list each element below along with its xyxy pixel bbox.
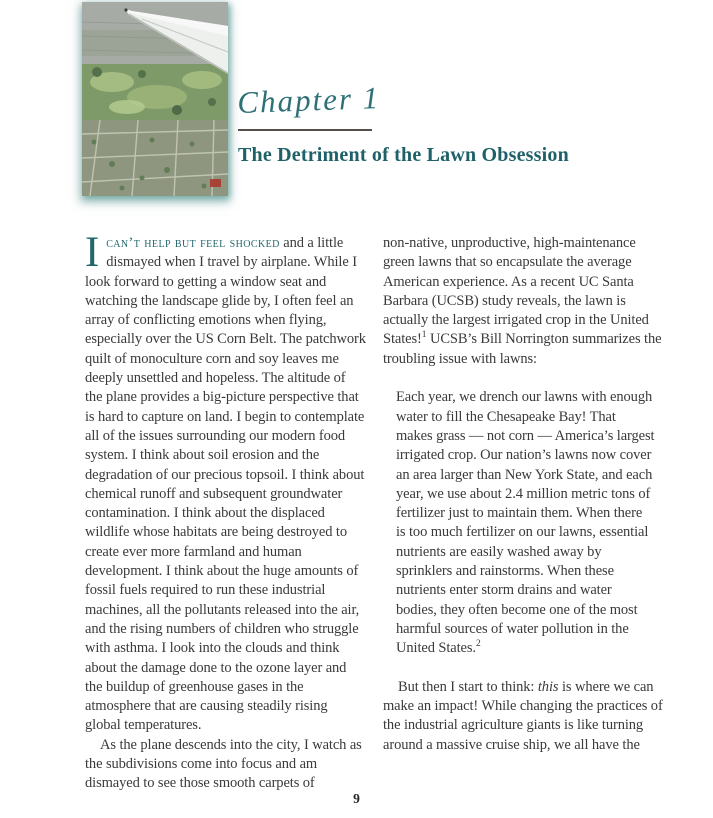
page-footer — [0, 791, 713, 807]
right-paragraph-2-continuation: is where we can make an impact! While changing the practices of the industrial agriculture giants is like turning around a massive cruise ship, we all have the — [383, 678, 663, 753]
dropcap-letter: I — [85, 229, 100, 276]
chapter-rule-divider — [238, 129, 372, 131]
block-quote — [396, 388, 655, 658]
left-text-column — [85, 229, 366, 794]
chapter-header — [0, 0, 713, 218]
block-quote-text: Each year, we drench our lawns with enough water to fill the Chesapeake Bay! That makes grass — not corn — America’s largest irrigated crop. Our nation’s lawns now cover an area larger than New York State, and each year, we use about 2.4 million metric tons of fertilizer just to maintain them. When there is too much fertilizer on our lawns, essential nutrients are easily washed away by sprinklers and rainstorms. When these nutrients enter storm drains and water bodies, they often become one of the most harmful sources of water pollution in the United States. — [396, 389, 655, 657]
chapter-heading-block — [236, 80, 569, 167]
italic-emphasis: this — [537, 678, 559, 695]
opening-paragraph-text: and a little dismayed when I travel by airplane. While I look forward to getting a window seat and watching the landscape glide by, I often feel an array of conflicting emotions when flying, especially over the US Corn Belt. The patchwork quilt of monoculture corn and soy leaves me deeply unsettled and hopeless. The altitude of the plane provides a big-picture perspective that is hard to capture on land. I begin to contemplate all of the issues surrounding our modern food system. I think about soil erosion and the degradation of our precious topsoil. I think about chemical runoff and subsequent groundwater contamination. I think about the displaced wildlife whose habitats are being destroyed to create ever more farmland and human development. I think about the huge amounts of fossil fuels required to run these industrial machines, all the pollutants released into the air, and the rising numbers of children who struggle with asthma. I look into the clouds and think about the damage done to the ozone layer and the buildup of greenhouse gases in the atmosphere that are causing steadily rising global temperatures. — [85, 235, 366, 734]
two-column-body — [85, 229, 667, 794]
footnote-marker-1: 1 — [421, 330, 427, 341]
photo-watermark — [210, 179, 221, 187]
chapter-title: The Detriment of the Lawn Obsession — [238, 144, 569, 166]
aerial-photo-graphic — [82, 2, 228, 196]
right-text-column — [383, 234, 667, 794]
right-paragraph-2 — [383, 678, 667, 755]
opening-paragraph — [85, 229, 366, 736]
right-paragraph-1 — [383, 234, 667, 369]
left-paragraph-2: As the plane descends into the city, I watch as the subdivisions come into focus and am dismayed to see those smooth carpets of — [85, 736, 362, 792]
right-paragraph-2-text: But then I start to think: — [398, 678, 538, 695]
page-number: 9 — [353, 791, 360, 806]
chapter-number-script: Chapter 1 — [236, 80, 381, 120]
right-paragraph-1-text: non-native, unproductive, high-maintenance green lawns that so encapsulate the average American experience. As a recent UC Santa Barbara (UCSB) study reveals, the lawn is actually the largest irrigated crop in the United States! — [383, 235, 649, 348]
footnote-marker-2: 2 — [475, 639, 481, 650]
right-paragraph-1-continuation: UCSB’s Bill Norrington summarizes the troubling issue with lawns: — [383, 331, 662, 367]
aerial-photo — [82, 2, 228, 196]
lead-in-smallcaps: can’t help but feel shocked — [106, 235, 280, 251]
